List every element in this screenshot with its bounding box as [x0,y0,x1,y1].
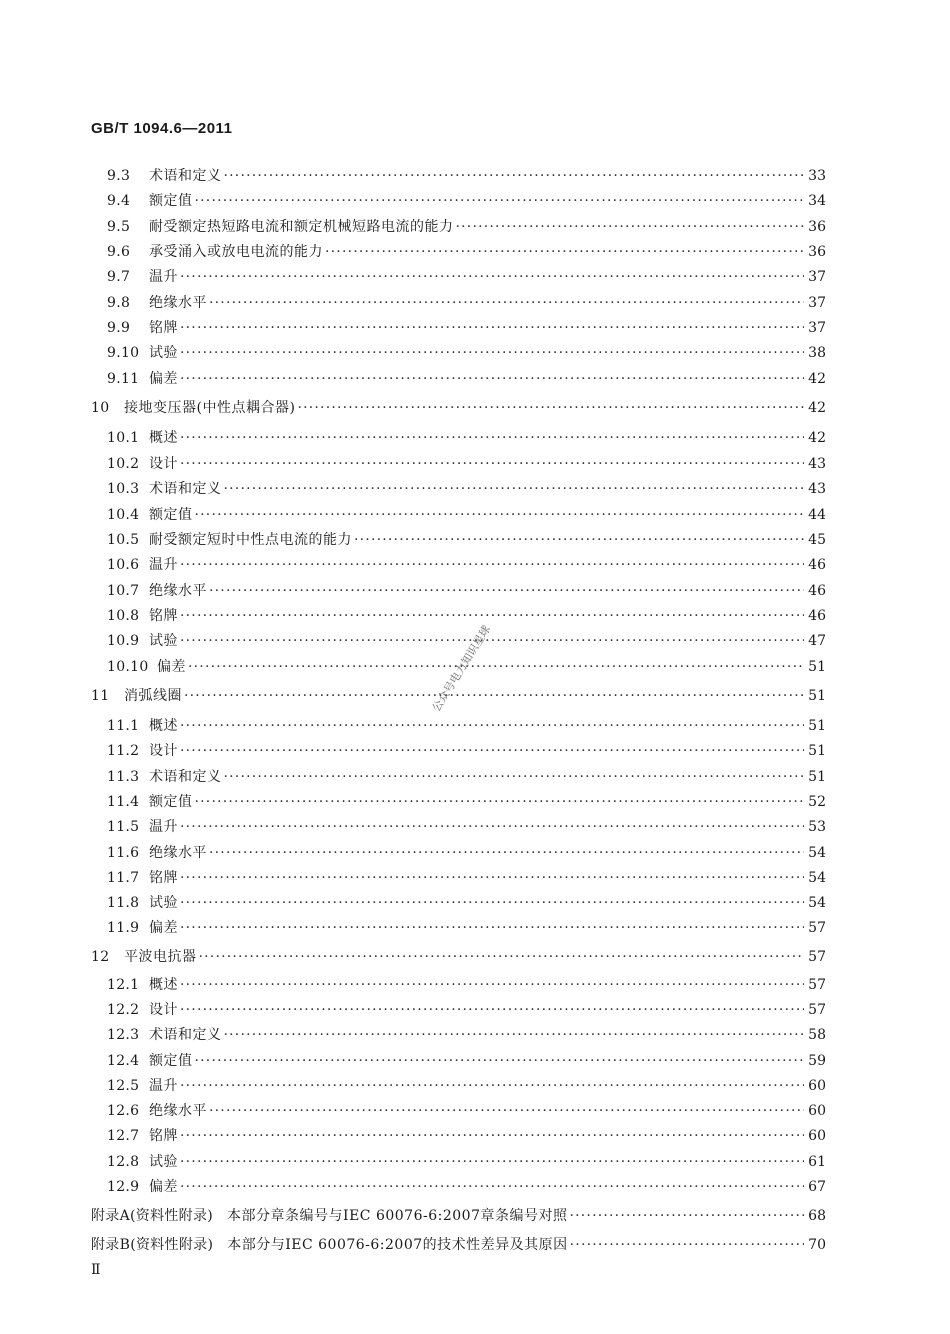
toc-leader-dots [184,685,804,707]
toc-entry-number: 12.7 [107,1128,140,1144]
toc-entry[interactable] [107,740,826,762]
toc-entry-number: 11.8 [107,895,140,911]
toc-entry[interactable] [107,842,826,864]
toc-leader-dots [180,892,804,914]
toc-entry-number: 附录A(资料性附录) [91,1208,214,1224]
toc-entry-page: 59 [808,1053,826,1069]
toc-entry-number: 9.7 [107,269,131,285]
toc-leader-dots [180,554,804,576]
toc-leader-dots [180,453,804,475]
toc-entry-number: 附录B(资料性附录) [91,1237,214,1253]
toc-entry-title: 概述 [149,430,178,446]
toc-entry-page: 46 [808,608,826,624]
toc-entry[interactable] [107,715,826,737]
toc-entry-number: 11.1 [107,718,140,734]
toc-leader-dots [209,292,804,314]
toc-entry-page: 51 [808,659,826,675]
toc-entry-number: 12.2 [107,1002,140,1018]
toc-entry-title: 试验 [149,1154,178,1170]
toc-entry-page: 44 [808,507,826,523]
toc-leader-dots [180,1075,804,1097]
toc-entry-number: 10.10 [107,659,149,675]
toc-entry-number: 9.9 [107,320,131,336]
toc-entry-number: 12.3 [107,1027,140,1043]
toc-entry-title: 试验 [149,895,178,911]
toc-entry-page: 43 [808,481,826,497]
toc-entry-page: 60 [808,1103,826,1119]
toc-leader-dots [570,1234,804,1256]
toc-entry[interactable] [107,241,826,263]
page-number: Ⅱ [91,1262,101,1278]
toc-entry-title: 额定值 [149,193,193,209]
toc-entry-page: 53 [808,819,826,835]
toc-entry-title: 额定值 [149,507,193,523]
toc-entry[interactable] [107,529,826,551]
toc-entry[interactable] [107,1075,826,1097]
toc-entry[interactable] [107,1100,826,1122]
toc-entry-title: 偏差 [149,1179,178,1195]
toc-leader-dots [180,999,804,1021]
toc-entry[interactable] [107,580,826,602]
toc-leader-dots [180,867,804,889]
toc-entry-page: 42 [808,371,826,387]
toc-entry[interactable] [107,867,826,889]
toc-entry-title: 本部分章条编号与IEC 60076-6:2007章条编号对照 [227,1208,568,1224]
toc-entry-number: 11.5 [107,819,140,835]
toc-leader-dots [297,397,804,419]
toc-entry-title: 试验 [149,345,178,361]
toc-entry-title: 术语和定义 [149,769,222,785]
toc-leader-dots [209,1100,804,1122]
toc-entry-page: 37 [808,295,826,311]
toc-entry[interactable] [91,946,826,968]
toc-leader-dots [180,317,804,339]
toc-entry-page: 46 [808,557,826,573]
toc-entry[interactable] [107,1151,826,1173]
toc-leader-dots [195,1050,805,1072]
toc-entry-title: 术语和定义 [149,481,222,497]
toc-entry-title: 温升 [149,269,178,285]
toc-entry[interactable] [107,317,826,339]
toc-entry-number: 10.1 [107,430,140,446]
toc-entry-page: 51 [808,688,826,704]
toc-entry-number: 12.8 [107,1154,140,1170]
toc-leader-dots [180,427,804,449]
toc-entry-number: 12.9 [107,1179,140,1195]
toc-leader-dots [195,791,805,813]
toc-entry[interactable] [107,892,826,914]
toc-entry-page: 70 [808,1237,826,1253]
toc-entry-page: 54 [808,870,826,886]
toc-entry-title: 承受涌入或放电电流的能力 [149,244,323,260]
toc-entry[interactable] [107,1125,826,1147]
toc-entry-page: 47 [808,633,826,649]
toc-entry-page: 36 [808,219,826,235]
toc-entry-page: 46 [808,583,826,599]
toc-entry-page: 51 [808,743,826,759]
toc-entry[interactable] [107,368,826,390]
toc-entry-page: 58 [808,1027,826,1043]
toc-entry[interactable] [107,216,826,238]
toc-entry[interactable] [107,266,826,288]
toc-entry-page: 54 [808,895,826,911]
toc-leader-dots [224,478,805,500]
toc-entry-title: 绝缘水平 [149,845,207,861]
toc-entry-number: 9.11 [107,371,140,387]
toc-entry-number: 11.7 [107,870,140,886]
toc-entry-title: 偏差 [157,659,186,675]
toc-entry-title: 概述 [149,718,178,734]
toc-entry-number: 11.2 [107,743,140,759]
toc-entry[interactable] [107,292,826,314]
toc-entry-page: 37 [808,269,826,285]
toc-entry-page: 57 [808,977,826,993]
toc-entry[interactable] [107,605,826,627]
toc-entry-number: 12.1 [107,977,140,993]
toc-entry[interactable] [91,397,826,419]
toc-entry[interactable] [107,342,826,364]
toc-leader-dots [354,529,804,551]
toc-leader-dots [180,816,804,838]
toc-entry-title: 消弧线圈 [124,688,182,704]
toc-entry-number: 11 [91,688,110,704]
toc-entry-page: 42 [808,430,826,446]
toc-entry-title: 设计 [149,1002,178,1018]
toc-entry[interactable] [107,917,826,939]
toc-leader-dots [180,1176,804,1198]
toc-entry-number: 10.4 [107,507,140,523]
toc-entry-title: 设计 [149,743,178,759]
toc-entry-page: 57 [808,920,826,936]
toc-entry-title: 铭牌 [149,608,178,624]
toc-entry-title: 绝缘水平 [149,1103,207,1119]
toc-entry-title: 平波电抗器 [124,949,197,965]
toc-leader-dots [456,216,805,238]
toc-entry-number: 10.9 [107,633,140,649]
toc-entry[interactable] [107,1050,826,1072]
toc-entry[interactable] [107,766,826,788]
toc-entry-number: 11.9 [107,920,140,936]
toc-entry[interactable] [91,1234,826,1256]
toc-leader-dots [224,1024,805,1046]
toc-entry-number: 12.5 [107,1078,140,1094]
toc-entry-page: 57 [808,949,826,965]
toc-leader-dots [224,165,805,187]
toc-leader-dots [180,605,804,627]
toc-entry-title: 铭牌 [149,870,178,886]
watermark: 公众号电力知识星球 [429,623,494,714]
toc-entry-title: 温升 [149,1078,178,1094]
toc-entry[interactable] [107,1176,826,1198]
toc-leader-dots [180,368,804,390]
toc-entry-page: 68 [808,1208,826,1224]
toc-entry[interactable] [107,504,826,526]
toc-entry-title: 绝缘水平 [149,583,207,599]
toc-entry-title: 耐受额定热短路电流和额定机械短路电流的能力 [149,219,454,235]
toc-entry-title: 偏差 [149,371,178,387]
toc-entry-number: 12.4 [107,1053,140,1069]
toc-entry-number: 10.2 [107,456,140,472]
toc-entry-page: 51 [808,718,826,734]
toc-leader-dots [224,766,805,788]
toc-leader-dots [195,504,805,526]
toc-entry-number: 9.3 [107,168,131,184]
toc-entry[interactable] [107,1024,826,1046]
toc-entry[interactable] [107,974,826,996]
toc-entry[interactable] [107,554,826,576]
toc-leader-dots [188,656,804,678]
toc-entry-title: 铭牌 [149,1128,178,1144]
toc-entry[interactable] [107,453,826,475]
toc-entry-number: 9.10 [107,345,140,361]
toc-leader-dots [180,342,804,364]
toc-entry[interactable] [91,1205,826,1227]
toc-entry-number: 10.3 [107,481,140,497]
toc-entry[interactable] [107,427,826,449]
toc-entry-number: 11.6 [107,845,140,861]
toc-entry-page: 61 [808,1154,826,1170]
toc-entry-number: 9.4 [107,193,131,209]
toc-entry-page: 42 [808,400,826,416]
toc-entry-title: 偏差 [149,920,178,936]
toc-entry-number: 10.5 [107,532,140,548]
toc-entry-title: 铭牌 [149,320,178,336]
toc-entry-page: 52 [808,794,826,810]
toc-entry-title: 设计 [149,456,178,472]
toc-leader-dots [180,1125,804,1147]
toc-leader-dots [209,842,804,864]
toc-entry-title: 耐受额定短时中性点电流的能力 [149,532,352,548]
toc-entry[interactable] [107,816,826,838]
toc-leader-dots [569,1205,804,1227]
toc-entry-title: 绝缘水平 [149,295,207,311]
toc-leader-dots [325,241,804,263]
toc-entry-page: 54 [808,845,826,861]
toc-entry[interactable] [107,165,826,187]
toc-entry-page: 45 [808,532,826,548]
toc-entry-number: 10.6 [107,557,140,573]
toc-entry-title: 额定值 [149,794,193,810]
toc-entry-number: 9.8 [107,295,131,311]
toc-entry-page: 60 [808,1128,826,1144]
toc-entry-number: 12.6 [107,1103,140,1119]
toc-entry-title: 额定值 [149,1053,193,1069]
toc-leader-dots [180,917,804,939]
toc-entry-number: 10.7 [107,583,140,599]
toc-entry-title: 温升 [149,819,178,835]
toc-entry[interactable] [107,190,826,212]
toc-entry-page: 38 [808,345,826,361]
toc-entry-page: 60 [808,1078,826,1094]
toc-entry-page: 43 [808,456,826,472]
toc-entry-page: 37 [808,320,826,336]
toc-entry-number: 10 [91,400,110,416]
toc-leader-dots [199,946,805,968]
toc-entry[interactable] [107,478,826,500]
toc-entry[interactable] [107,999,826,1021]
toc-leader-dots [180,1151,804,1173]
toc-entry-number: 12 [91,949,110,965]
toc-leader-dots [180,266,804,288]
toc-entry[interactable] [107,791,826,813]
toc-entry-number: 9.5 [107,219,131,235]
toc-entry-title: 接地变压器(中性点耦合器) [124,400,296,416]
toc-entry-page: 34 [808,193,826,209]
toc-entry-title: 试验 [149,633,178,649]
toc-entry-title: 术语和定义 [149,1027,222,1043]
toc-leader-dots [195,190,805,212]
toc-entry-number: 11.3 [107,769,140,785]
toc-leader-dots [180,974,804,996]
toc-entry-page: 67 [808,1179,826,1195]
toc-entry-page: 51 [808,769,826,785]
toc-entry-title: 概述 [149,977,178,993]
toc-entry-number: 9.6 [107,244,131,260]
toc-leader-dots [180,715,804,737]
toc-leader-dots [209,580,804,602]
toc-entry-page: 33 [808,168,826,184]
toc-entry[interactable] [91,685,826,707]
document-header: GB/T 1094.6—2011 [91,120,233,137]
toc-entry-title: 本部分与IEC 60076-6:2007的技术性差异及其原因 [227,1237,568,1253]
toc-entry-number: 10.8 [107,608,140,624]
toc-entry-title: 温升 [149,557,178,573]
toc-entry-page: 36 [808,244,826,260]
toc-entry-page: 57 [808,1002,826,1018]
toc-entry-number: 11.4 [107,794,140,810]
toc-leader-dots [180,740,804,762]
toc-entry-title: 术语和定义 [149,168,222,184]
